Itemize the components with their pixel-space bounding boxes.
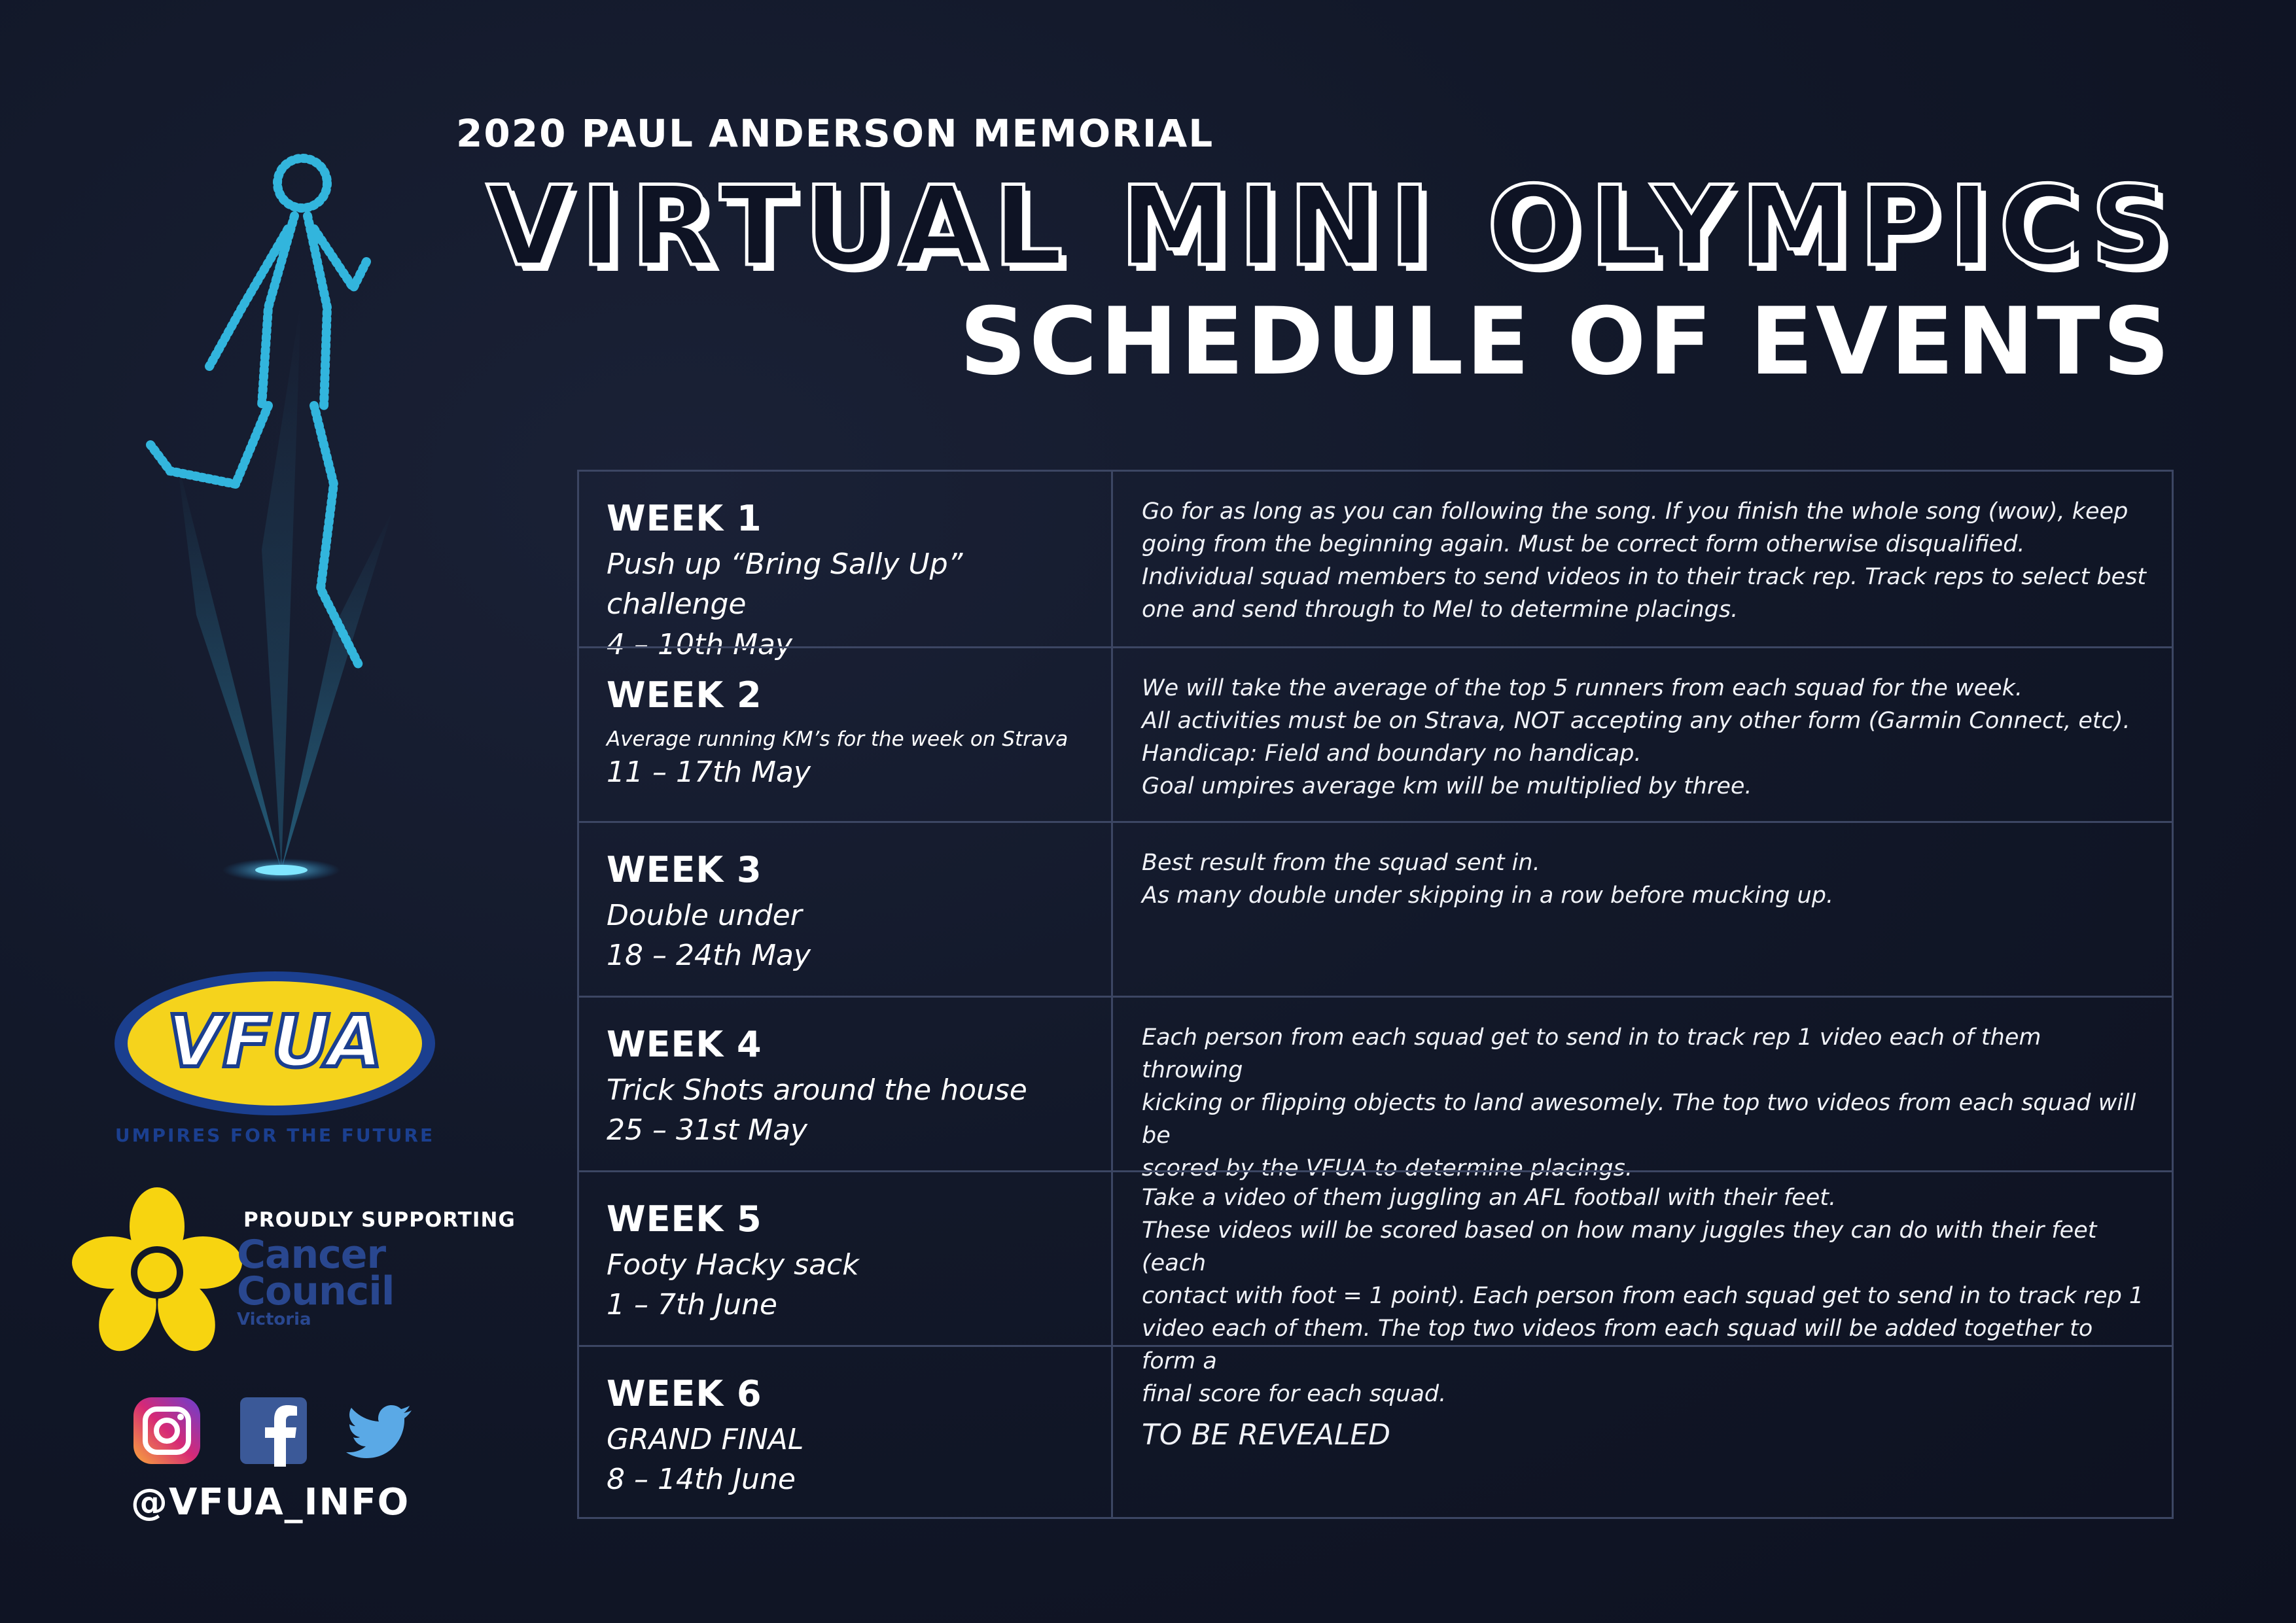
table-row — [579, 646, 2172, 821]
detail-line: These videos will be scored based on how many juggles they can do with their feet (each — [1142, 1217, 2097, 1276]
detail-line: Each person from each squad get to send in to track rep 1 video each of them throwing — [1142, 1024, 2041, 1083]
event-dates: 25 – 31st May — [607, 1113, 808, 1147]
detail-line: contact with foot = 1 point). Each person from each squad get to send in to track rep 1 — [1142, 1283, 2144, 1309]
week-label: WEEK 3 — [607, 849, 762, 890]
schedule-title: SCHEDULE OF EVENTS — [959, 288, 2172, 396]
week-cell — [607, 1373, 1104, 1500]
week-label: WEEK 4 — [607, 1024, 762, 1065]
event-dates: 1 – 7th June — [607, 1288, 777, 1322]
runner-hologram-image — [98, 92, 465, 896]
column-divider — [1111, 1172, 1113, 1345]
detail-line: scored by the VFUA to determine placings. — [1142, 1155, 1633, 1181]
proudly-supporting-label: PROUDLY SUPPORTING — [243, 1208, 516, 1232]
detail-line: As many double under skipping in a row before mucking up. — [1142, 882, 1834, 909]
event-dates: 18 – 24th May — [607, 939, 811, 973]
detail-line: final score for each squad. — [1142, 1381, 1447, 1407]
week-label: WEEK 1 — [607, 498, 762, 539]
instagram-icon[interactable] — [131, 1395, 203, 1467]
event-name: GRAND FINAL — [607, 1422, 804, 1456]
main-title: VIRTUAL MINI OLYMPICS — [486, 162, 2179, 290]
event-details — [1142, 1419, 2149, 1452]
event-details — [1142, 495, 2149, 626]
event-dates: 8 – 14th June — [607, 1463, 796, 1497]
table-row — [579, 821, 2172, 996]
detail-line: Best result from the squad sent in. — [1142, 850, 1540, 876]
detail-line: TO BE REVEALED — [1142, 1418, 1391, 1452]
table-row — [579, 472, 2172, 661]
detail-line: Individual squad members to send videos in to their track rep. Track reps to select best — [1142, 564, 2147, 590]
week-cell — [607, 674, 1104, 793]
vfua-logo-text: VFUA — [167, 1000, 383, 1083]
week-cell — [607, 1024, 1104, 1151]
detail-line: Go for as long as you can following the song. If you finish the whole song (wow), keep — [1142, 498, 2128, 525]
detail-line: All activities must be on Strava, NOT accepting any other form (Garmin Connect, etc). — [1142, 708, 2130, 734]
table-row — [579, 996, 2172, 1181]
detail-line: one and send through to Mel to determine placings. — [1142, 597, 1739, 623]
cancer-council-line1: Cancer — [237, 1232, 386, 1278]
facebook-icon[interactable] — [238, 1395, 309, 1467]
event-dates: 11 – 17th May — [607, 756, 811, 790]
daffodil-icon — [65, 1187, 249, 1357]
event-name: Average running KM’s for the week on Strava — [607, 727, 1069, 751]
twitter-icon[interactable] — [344, 1395, 415, 1467]
event-subtitle: 2020 PAUL ANDERSON MEMORIAL — [456, 111, 1214, 156]
table-row — [579, 1345, 2172, 1519]
column-divider — [1111, 998, 1113, 1170]
event-details — [1142, 1021, 2149, 1185]
vfua-logo — [108, 968, 442, 1158]
event-name: Double under — [607, 898, 802, 932]
week-cell — [607, 849, 1104, 976]
column-divider — [1111, 472, 1113, 646]
event-dates: 4 – 10th May — [607, 627, 793, 661]
column-divider — [1111, 823, 1113, 996]
vfua-logo-tagline: UMPIRES FOR THE FUTURE — [115, 1125, 435, 1146]
week-label: WEEK 6 — [607, 1373, 762, 1414]
cancer-council-logo — [237, 1232, 395, 1329]
event-details — [1142, 672, 2149, 803]
detail-line: kicking or flipping objects to land awesomely. The top two videos from each squad will be — [1142, 1090, 2136, 1149]
schedule-table — [577, 470, 2174, 1519]
detail-line: Goal umpires average km will be multiplied by three. — [1142, 773, 1752, 799]
week-label: WEEK 2 — [607, 674, 762, 716]
event-name: Footy Hacky sack — [607, 1248, 859, 1282]
week-cell — [607, 498, 1104, 665]
detail-line: going from the beginning again. Must be correct form otherwise disqualified. — [1142, 531, 2025, 557]
cancer-council-line2: Council — [237, 1268, 395, 1314]
detail-line: Handicap: Field and boundary no handicap. — [1142, 741, 1642, 767]
event-name: Push up “Bring Sally Up” challenge — [607, 547, 963, 621]
detail-line: video each of them. The top two videos from each squad will be added together to form a — [1142, 1316, 2093, 1374]
social-handle: @VFUA_INFO — [131, 1481, 410, 1524]
cancer-council-line3: Victoria — [237, 1310, 311, 1329]
event-name: Trick Shots around the house — [607, 1073, 1027, 1107]
event-details — [1142, 846, 2149, 912]
column-divider — [1111, 648, 1113, 821]
column-divider — [1111, 1347, 1113, 1519]
detail-line: We will take the average of the top 5 runners from each squad for the week. — [1142, 675, 2022, 701]
week-label: WEEK 5 — [607, 1198, 762, 1240]
detail-line: Take a video of them juggling an AFL football with their feet. — [1142, 1185, 1837, 1211]
week-cell — [607, 1198, 1104, 1325]
